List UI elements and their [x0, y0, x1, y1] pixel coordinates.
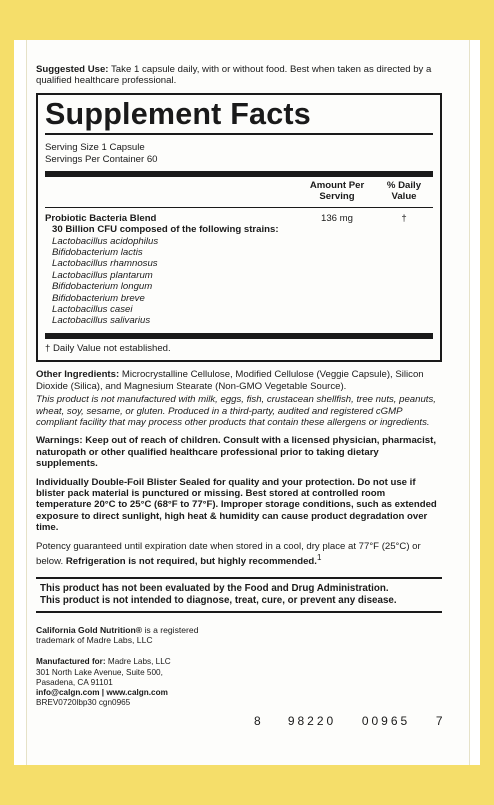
fda-disclaimer: [36, 577, 442, 613]
right-yellow-edge: [480, 0, 494, 805]
contact-line: info@calgn.com | www.calgn.com: [36, 687, 168, 697]
supplement-facts-panel: [36, 93, 442, 362]
column-headers: [45, 177, 433, 207]
warnings-text: Keep out of reach of children. Consult with a licensed physician, pharmacist, naturopath or other qualified healthcare professional prior to taking dietary supplements.: [36, 435, 436, 470]
label-content: [36, 64, 442, 708]
strain-item: Bifidobacterium breve: [52, 292, 145, 304]
warnings-label: Warnings:: [36, 435, 83, 447]
suggested-use-text: Take 1 capsule daily, with or without food. Best when taken as directed by a qualified healthcare professional.: [36, 64, 432, 87]
strain-item: Lactobacillus casei: [52, 304, 133, 316]
servings-per-container: Servings Per Container 60: [45, 153, 158, 165]
daily-value-footnote: † Daily Value not established.: [45, 342, 171, 354]
warnings: [36, 435, 442, 469]
other-ingredients-label: Other Ingredients:: [36, 369, 120, 381]
strain-list: [45, 224, 433, 333]
manufacturer-name: Madre Labs, LLC: [105, 657, 171, 667]
strain-item: Bifidobacterium longum: [52, 281, 153, 293]
suggested-use: [36, 64, 442, 87]
product-codes: BREV0720lbp30 cgn0965: [36, 698, 131, 708]
cfu-line: 30 Billion CFU composed of the following strains:: [52, 224, 279, 236]
address-line-1: 301 North Lake Avenue, Suite 500,: [36, 667, 163, 677]
bottom-yellow-band: [0, 765, 494, 805]
strain-item: Lactobacillus rhamnosus: [52, 258, 158, 270]
trademark-owner: trademark of Madre Labs, LLC: [36, 634, 153, 645]
storage-statement: Individually Double-Foil Blister Sealed for quality and your protection. Do not use if blister pack material is punctured or missing. Best stored at controlled room temperature 20°C to 25°C (68°F to 77°F). Improper storage conditions, such as extended exposure to direct sunlight, high heat & humidity can cause product degradation over time.: [36, 476, 437, 534]
refrigeration-note: Refrigeration is not required, but highly recommended.: [65, 556, 317, 568]
barcode-digit-right: 7: [435, 714, 444, 728]
barcode-digits-group-1: 98220: [287, 714, 337, 728]
ingredient-name: Probiotic Bacteria Blend: [45, 212, 157, 224]
top-yellow-band: [0, 0, 494, 40]
barcode-digit-left: 8: [254, 714, 263, 728]
ingredient-dv: †: [401, 212, 407, 224]
daily-value-header: % Daily Value: [386, 179, 422, 202]
manufacturer-label: Manufactured for:: [36, 657, 106, 667]
other-ingredients: [36, 369, 442, 392]
upc-barcode: [254, 696, 444, 728]
serving-size: Serving Size 1 Capsule: [45, 141, 145, 153]
footnote-marker: 1: [316, 552, 322, 562]
barcode-digits: [254, 714, 444, 728]
serving-info: [45, 135, 433, 171]
brand-name: California Gold Nutrition®: [36, 624, 143, 635]
left-yellow-edge: [0, 0, 14, 805]
strain-item: Lactobacillus acidophilus: [52, 235, 159, 247]
potency-text: Potency guaranteed until expiration date when stored in a cool, dry place at 77°F (25°C) or below.: [36, 540, 421, 568]
strain-item: Bifidobacterium lactis: [52, 247, 143, 259]
trademark-notice: [36, 625, 442, 646]
suggested-use-label: Suggested Use:: [36, 64, 109, 75]
ingredient-amount: 136 mg: [321, 212, 353, 224]
potency: [36, 541, 442, 568]
ingredient-row: [45, 208, 433, 224]
facts-title: Supplement Facts: [45, 98, 433, 135]
fda-line-2: This product is not intended to diagnose, treat, cure, or prevent any disease.: [40, 594, 397, 606]
strain-item: Lactobacillus plantarum: [52, 269, 153, 281]
trademark-text: is a registered: [142, 624, 199, 635]
other-ingredients-text: Microcrystalline Cellulose, Modified Cellulose (Veggie Capsule), Silicon Dioxide (Silica), and Magnesium Stearate (Non-GMO Vegetable Source).: [36, 369, 424, 392]
amount-header: Amount Per Serving: [309, 179, 365, 202]
address-line-2: Pasadena, CA 91101: [36, 677, 113, 687]
strain-item: Lactobacillus salivarius: [52, 315, 151, 327]
fda-line-1: This product has not been evaluated by the Food and Drug Administration.: [40, 582, 389, 594]
barcode-digits-group-2: 00965: [361, 714, 411, 728]
storage-text: [36, 477, 442, 534]
allergen-note: This product is not manufactured with milk, eggs, fish, crustacean shellfish, tree nuts, peanuts, wheat, soy, sesame, or gluten. Produced in a third-party, audited and registered cGMP compliant facility that may process other products that contain these allergens or ingredients.: [36, 394, 436, 428]
